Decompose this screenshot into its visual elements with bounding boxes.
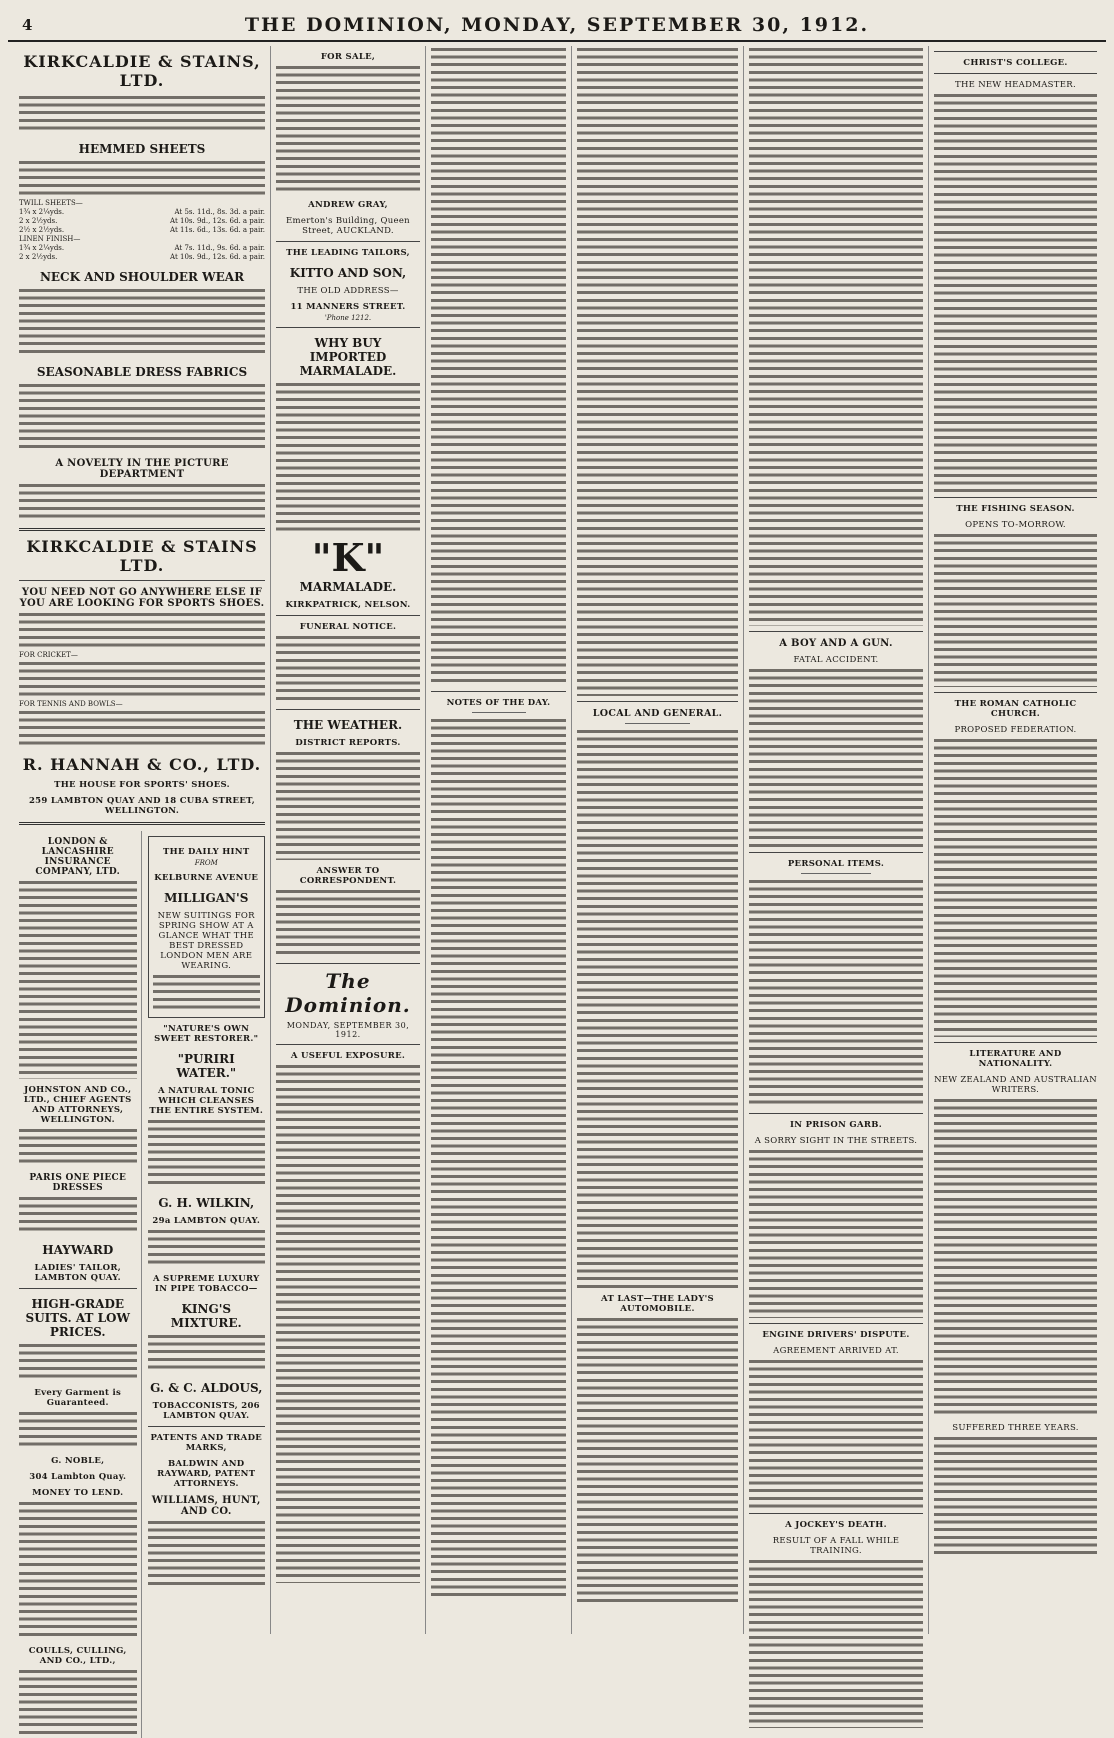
milligan-heading: MILLIGAN'S xyxy=(164,891,249,905)
personal-heading: PERSONAL ITEMS. xyxy=(787,859,885,869)
article-body xyxy=(577,46,738,696)
marmalade-label: MARMALADE. xyxy=(299,580,397,594)
coulls-heading: COULLS, CULLING, AND CO., LTD., xyxy=(28,1646,127,1666)
london-lancashire-heading: LONDON & LANCASHIRE INSURANCE COMPANY, LTD. xyxy=(35,837,121,877)
twill-label: TWILL SHEETS— xyxy=(19,199,83,207)
wilkin-heading: G. H. WILKIN, xyxy=(158,1196,255,1210)
aldous-subheading: TOBACCONISTS, 206 LAMBTON QUAY. xyxy=(152,1401,260,1421)
writers-heading: NEW ZEALAND AND AUSTRALIAN WRITERS. xyxy=(934,1075,1097,1095)
suffered-body xyxy=(934,1435,1097,1555)
kirkcaldie-heading: KIRKCALDIE & STAINS, LTD. xyxy=(23,52,261,90)
church-body xyxy=(934,737,1097,1037)
editorial-body xyxy=(276,1063,420,1583)
ad-body xyxy=(148,1118,266,1188)
gray-address: Emerton's Building, Queen Street, AUCKLAND. xyxy=(286,216,410,236)
column-notices xyxy=(270,46,425,1634)
kings-mixture-heading: KING'S MIXTURE. xyxy=(170,1302,242,1330)
answer-heading: ANSWER TO CORRESPONDENT. xyxy=(299,866,397,886)
dress-fabrics-heading: SEASONABLE DRESS FABRICS xyxy=(36,365,248,379)
hayward-subheading: LADIES' TAILOR, LAMBTON QUAY. xyxy=(34,1263,121,1283)
prison-body xyxy=(749,1148,923,1318)
fishing-heading: THE FISHING SEASON. xyxy=(956,504,1075,514)
noble-address: 304 Lambton Quay. xyxy=(29,1472,127,1482)
federation-heading: PROPOSED FEDERATION. xyxy=(954,725,1077,735)
article-body xyxy=(749,46,923,626)
article-body xyxy=(431,46,566,686)
literature-body xyxy=(934,1097,1097,1417)
tailors-heading: THE LEADING TAILORS, xyxy=(286,248,410,258)
daily-hint-box xyxy=(148,836,266,1018)
ad-body xyxy=(19,879,137,1079)
literature-heading: LITERATURE AND NATIONALITY. xyxy=(969,1049,1062,1069)
christs-college-heading: CHRIST'S COLLEGE. xyxy=(963,58,1068,68)
tonic-text: A NATURAL TONIC WHICH CLEANSES THE ENTIRE SYSTEM. xyxy=(149,1086,264,1116)
column-news-2 xyxy=(743,46,928,1634)
weather-heading: THE WEATHER. xyxy=(293,718,403,732)
ad-body xyxy=(19,1410,137,1450)
suits-heading: HIGH-GRADE SUITS. AT LOW PRICES. xyxy=(25,1297,130,1339)
ad-body xyxy=(148,1228,266,1268)
milligan-subheading: NEW SUITINGS FOR SPRING SHOW AT A GLANCE WHAT THE BEST DRESSED LONDON MEN ARE WEARING. xyxy=(157,911,255,971)
exposure-heading: A USEFUL EXPOSURE. xyxy=(290,1051,406,1061)
ad-body xyxy=(19,382,265,452)
new-headmaster-heading: THE NEW HEADMASTER. xyxy=(955,80,1076,90)
ad-body xyxy=(148,1333,266,1373)
engine-drivers-heading: ENGINE DRIVERS' DISPUTE. xyxy=(762,1330,910,1340)
tobacco-heading: A SUPREME LUXURY IN PIPE TOBACCO— xyxy=(153,1274,260,1294)
kitto-address: THE OLD ADDRESS— xyxy=(297,286,399,296)
guarantee-text: Every Garment is Guaranteed. xyxy=(34,1388,122,1408)
patents-subheading: BALDWIN AND RAYWARD, PATENT ATTORNEYS. xyxy=(157,1459,256,1489)
district-reports-heading: DISTRICT REPORTS. xyxy=(295,738,401,748)
puriri-heading: "PURIRI WATER." xyxy=(176,1052,237,1080)
k-logo: "K" xyxy=(311,535,385,580)
notice-body xyxy=(276,634,420,704)
kirkpatrick-label: KIRKPATRICK, NELSON. xyxy=(285,600,411,610)
ad-body xyxy=(19,94,265,134)
cricket-label: FOR CRICKET— xyxy=(19,651,78,659)
hannah-address: 259 LAMBTON QUAY AND 18 CUBA STREET, WELLINGTON. xyxy=(28,796,256,816)
williams-heading: WILLIAMS, HUNT, AND CO. xyxy=(151,1495,261,1517)
sorry-sight-heading: A SORRY SIGHT IN THE STREETS. xyxy=(754,1136,918,1146)
wilkin-address: 29a LAMBTON QUAY. xyxy=(152,1216,261,1226)
prison-garb-heading: IN PRISON GARB. xyxy=(790,1120,882,1130)
from-label: FROM xyxy=(194,859,218,867)
kelburne-heading: KELBURNE AVENUE xyxy=(154,873,259,883)
ad-body xyxy=(148,1519,266,1589)
restorer-heading: "NATURE'S OWN SWEET RESTORER." xyxy=(154,1024,259,1044)
ad-body xyxy=(276,381,420,531)
aldous-heading: G. & C. ALDOUS, xyxy=(150,1381,263,1395)
fatal-accident-heading: FATAL ACCIDENT. xyxy=(793,655,879,665)
jockey-subheading: RESULT OF A FALL WHILE TRAINING. xyxy=(772,1536,900,1556)
ad-body xyxy=(19,1127,137,1167)
patents-heading: PATENTS AND TRADE MARKS, xyxy=(150,1433,263,1453)
column-editorial xyxy=(425,46,571,1634)
for-sale-heading: FOR SALE, xyxy=(320,52,376,62)
masthead xyxy=(8,14,1106,42)
phone-number: 'Phone 1212. xyxy=(324,314,372,322)
novelty-heading: A NOVELTY IN THE PICTURE DEPARTMENT xyxy=(55,458,229,480)
manners-street: 11 MANNERS STREET. xyxy=(290,302,406,312)
ad-body xyxy=(19,709,265,749)
ad-body xyxy=(19,660,265,700)
kitto-heading: KITTO AND SON, xyxy=(289,266,407,280)
noble-heading: G. NOBLE, xyxy=(51,1456,105,1466)
weather-body xyxy=(276,750,420,860)
ad-body xyxy=(19,1500,137,1570)
boy-gun-heading: A BOY AND A GUN. xyxy=(779,638,893,649)
left-sub-column xyxy=(19,831,142,1738)
column-news-3 xyxy=(928,46,1102,1634)
notes-heading: NOTES OF THE DAY. xyxy=(446,698,551,708)
ad-body xyxy=(153,973,261,1013)
linen-label: LINEN FINISH— xyxy=(19,235,81,243)
ad-body xyxy=(19,159,265,199)
price-row: 1¾ x 2¼yds. At 5s. 11d., 8s. 3d. a pair. xyxy=(19,208,265,216)
ad-body xyxy=(19,1570,137,1640)
local-general-heading: LOCAL AND GENERAL. xyxy=(592,708,723,719)
right-sub-column xyxy=(148,831,266,1738)
ad-body xyxy=(19,482,265,522)
ad-body xyxy=(276,64,420,194)
hayward-heading: HAYWARD xyxy=(42,1243,114,1257)
daily-hint-heading: THE DAILY HINT xyxy=(163,847,250,857)
london-agents: JOHNSTON AND CO., LTD., CHIEF AGENTS AND ATTORNEYS, WELLINGTON. xyxy=(23,1085,132,1125)
automobile-heading: AT LAST—THE LADY'S AUTOMOBILE. xyxy=(601,1294,714,1314)
engine-body xyxy=(749,1358,923,1508)
answer-body xyxy=(276,888,420,958)
ad-body xyxy=(19,611,265,651)
tennis-label: FOR TENNIS AND BOWLS— xyxy=(19,700,123,708)
page-title: THE DOMINION, MONDAY, SEPTEMBER 30, 1912. xyxy=(244,14,870,36)
dominion-nameplate: The Dominion. xyxy=(285,969,411,1017)
neck-wear-heading: NECK AND SHOULDER WEAR xyxy=(39,270,245,284)
notes-body xyxy=(431,717,566,1597)
hannah-subheading: THE HOUSE FOR SPORTS' SHOES. xyxy=(54,780,230,790)
money-heading: MONEY TO LEND. xyxy=(32,1488,124,1498)
accident-body xyxy=(749,667,923,847)
page-number: 4 xyxy=(22,16,33,34)
editorial-dateline: MONDAY, SEPTEMBER 30, 1912. xyxy=(286,1021,410,1039)
hemmed-sheets-heading: HEMMED SHEETS xyxy=(78,142,206,156)
opens-heading: OPENS TO-MORROW. xyxy=(965,520,1066,530)
price-row: 2½ x 2½yds. At 11s. 6d., 13s. 6d. a pair. xyxy=(19,226,265,234)
suffered-heading: SUFFERED THREE YEARS. xyxy=(952,1423,1079,1433)
marmalade-heading: WHY BUY IMPORTED MARMALADE. xyxy=(299,336,397,378)
kirkcaldie-heading-2: KIRKCALDIE & STAINS LTD. xyxy=(26,537,258,575)
andrew-gray: ANDREW GRAY, xyxy=(308,200,388,210)
personal-body xyxy=(749,878,923,1108)
paris-dresses-heading: PARIS ONE PIECE DRESSES xyxy=(29,1173,127,1193)
college-body xyxy=(934,92,1097,492)
jockey-heading: A JOCKEY'S DEATH. xyxy=(785,1520,887,1530)
hannah-heading: R. HANNAH & CO., LTD. xyxy=(22,755,262,774)
fishing-body xyxy=(934,532,1097,687)
ad-body xyxy=(19,1195,137,1235)
automobile-body xyxy=(577,1316,738,1606)
column-news xyxy=(571,46,743,1634)
jockey-body xyxy=(749,1558,923,1728)
agreement-heading: AGREEMENT ARRIVED AT. xyxy=(773,1346,899,1356)
funeral-heading: FUNERAL NOTICE. xyxy=(299,622,397,632)
sports-shoes-heading: YOU NEED NOT GO ANYWHERE ELSE IF YOU ARE LOOKING FOR SPORTS SHOES. xyxy=(19,587,265,609)
price-row: 2 x 2½yds. At 10s. 9d., 12s. 6d. a pair. xyxy=(19,253,265,261)
ad-body xyxy=(19,1342,137,1382)
column-advertisements xyxy=(14,46,270,1666)
roman-catholic-heading: THE ROMAN CATHOLIC CHURCH. xyxy=(954,699,1077,719)
ad-body xyxy=(19,1668,137,1738)
price-row: 2 x 2½yds. At 10s. 9d., 12s. 6d. a pair. xyxy=(19,217,265,225)
price-row: 1¾ x 2¼yds. At 7s. 11d., 9s. 6d. a pair. xyxy=(19,244,265,252)
ad-body xyxy=(19,287,265,357)
local-body xyxy=(577,728,738,1288)
